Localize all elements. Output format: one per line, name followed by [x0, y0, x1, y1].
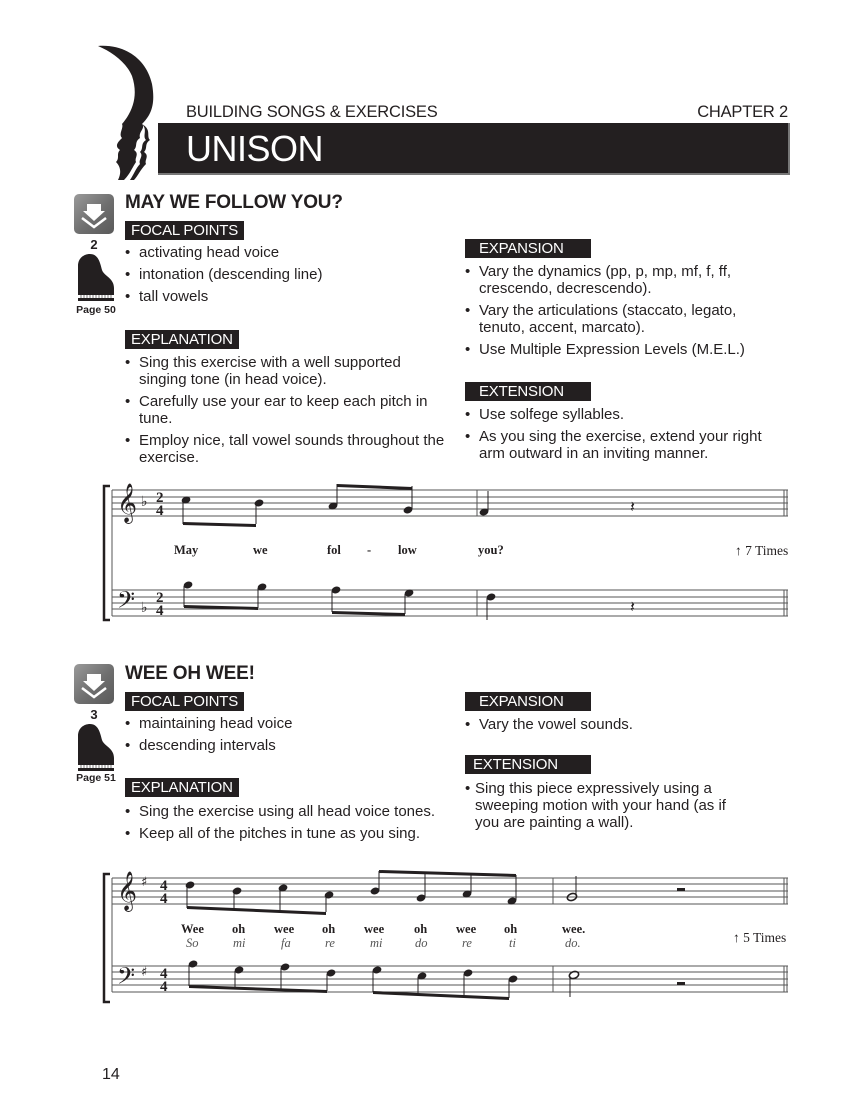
list-item: • Sing this exercise with a well supported singing tone (in head voice). — [125, 354, 445, 388]
solfege-syllable: ti — [509, 936, 516, 950]
solfege-syllable: do. — [565, 936, 581, 950]
list-item: • Sing the exercise using all head voice tones. — [125, 803, 455, 820]
list-item: • maintaining head voice — [125, 715, 292, 732]
focal-points-label: FOCAL POINTS — [125, 692, 244, 711]
lyric: fol — [327, 543, 341, 557]
svg-text:𝄽: 𝄽 — [630, 597, 635, 616]
svg-text:4: 4 — [160, 979, 168, 995]
list-item: • Use solfege syllables. — [465, 406, 785, 423]
list-item: • Employ nice, tall vowel sounds throughout the exercise. — [125, 432, 445, 466]
svg-text:4: 4 — [156, 603, 164, 619]
solfege-syllable: re — [325, 936, 335, 950]
lyric: wee — [274, 922, 295, 936]
focal-points-label: FOCAL POINTS — [125, 221, 244, 240]
svg-text:4: 4 — [156, 503, 164, 519]
solfege-syllable: re — [462, 936, 472, 950]
list-item: • Vary the vowel sounds. — [465, 716, 785, 733]
song-title: WEE OH WEE! — [125, 663, 255, 684]
solfege-syllable: mi — [370, 936, 383, 950]
svg-text:4: 4 — [160, 966, 168, 982]
song-title: MAY WE FOLLOW YOU? — [125, 192, 343, 213]
svg-text:2: 2 — [156, 590, 164, 606]
svg-text:𝄢: 𝄢 — [117, 962, 136, 995]
svg-text:♯: ♯ — [141, 965, 148, 980]
list-item: • Sing this piece expressively using a sweeping motion with your hand (as if you are painting a wall). — [465, 780, 745, 831]
solfege-syllable: mi — [233, 936, 246, 950]
svg-text:♯: ♯ — [141, 875, 148, 890]
list-item: • tall vowels — [125, 288, 322, 305]
svg-text:𝄽: 𝄽 — [630, 497, 635, 516]
svg-text:♭: ♭ — [141, 600, 148, 616]
list-item: • As you sing the exercise, extend your right arm outward in an inviting manner. — [465, 428, 785, 462]
explanation-label: EXPLANATION — [125, 330, 239, 349]
lyric: - — [367, 543, 372, 557]
solfege-syllable: So — [186, 936, 199, 950]
extension-label: EXTENSION — [465, 382, 591, 401]
accompaniment-page-ref: Page 50 — [76, 304, 116, 316]
chapter-label: CHAPTER 2 — [697, 103, 788, 121]
lyric: wee — [364, 922, 385, 936]
lyric: wee. — [562, 922, 586, 936]
lyric: Wee — [181, 922, 204, 936]
expansion-label: EXPANSION — [465, 239, 591, 258]
repeat-count: ↑ 5 Times — [733, 930, 787, 945]
svg-text:2: 2 — [156, 490, 164, 506]
list-item: • activating head voice — [125, 244, 322, 261]
lyric: wee — [456, 922, 477, 936]
svg-text:𝄢: 𝄢 — [117, 586, 136, 619]
svg-text:4: 4 — [160, 891, 168, 907]
track-number: 2 — [90, 237, 98, 252]
svg-text:𝄞: 𝄞 — [117, 871, 138, 911]
lyric: you? — [478, 543, 504, 557]
list-item: • intonation (descending line) — [125, 266, 322, 283]
lyric: oh — [504, 922, 518, 936]
accompaniment-page-ref: Page 51 — [76, 772, 116, 784]
solfege-syllable: fa — [281, 936, 291, 950]
extension-label: EXTENSION — [465, 755, 591, 774]
list-item: • Keep all of the pitches in tune as you sing. — [125, 825, 455, 842]
book-section-label: BUILDING SONGS & EXERCISES — [186, 103, 438, 121]
list-item: • Carefully use your ear to keep each pitch in tune. — [125, 393, 445, 427]
page-title: UNISON — [186, 128, 324, 169]
lyric: oh — [232, 922, 246, 936]
svg-text:♭: ♭ — [141, 494, 148, 510]
track-number: 3 — [90, 707, 98, 722]
list-item: • descending intervals — [125, 737, 292, 754]
list-item: • Vary the articulations (staccato, legato, tenuto, accent, marcato). — [465, 302, 785, 336]
svg-text:4: 4 — [160, 878, 168, 894]
list-item: • Use Multiple Expression Levels (M.E.L.) — [465, 341, 785, 358]
page-number: 14 — [102, 1066, 120, 1083]
svg-text:𝄞: 𝄞 — [117, 483, 138, 523]
solfege-syllable: do — [415, 936, 428, 950]
lyric: we — [253, 543, 268, 557]
lyric: May — [174, 543, 199, 557]
expansion-label: EXPANSION — [465, 692, 591, 711]
list-item: • Vary the dynamics (pp, p, mp, mf, f, ff, crescendo, decrescendo). — [465, 263, 785, 297]
repeat-count: ↑ 7 Times — [735, 543, 789, 558]
explanation-label: EXPLANATION — [125, 778, 239, 797]
lyric: low — [398, 543, 417, 557]
lyric: oh — [322, 922, 336, 936]
lyric: oh — [414, 922, 428, 936]
